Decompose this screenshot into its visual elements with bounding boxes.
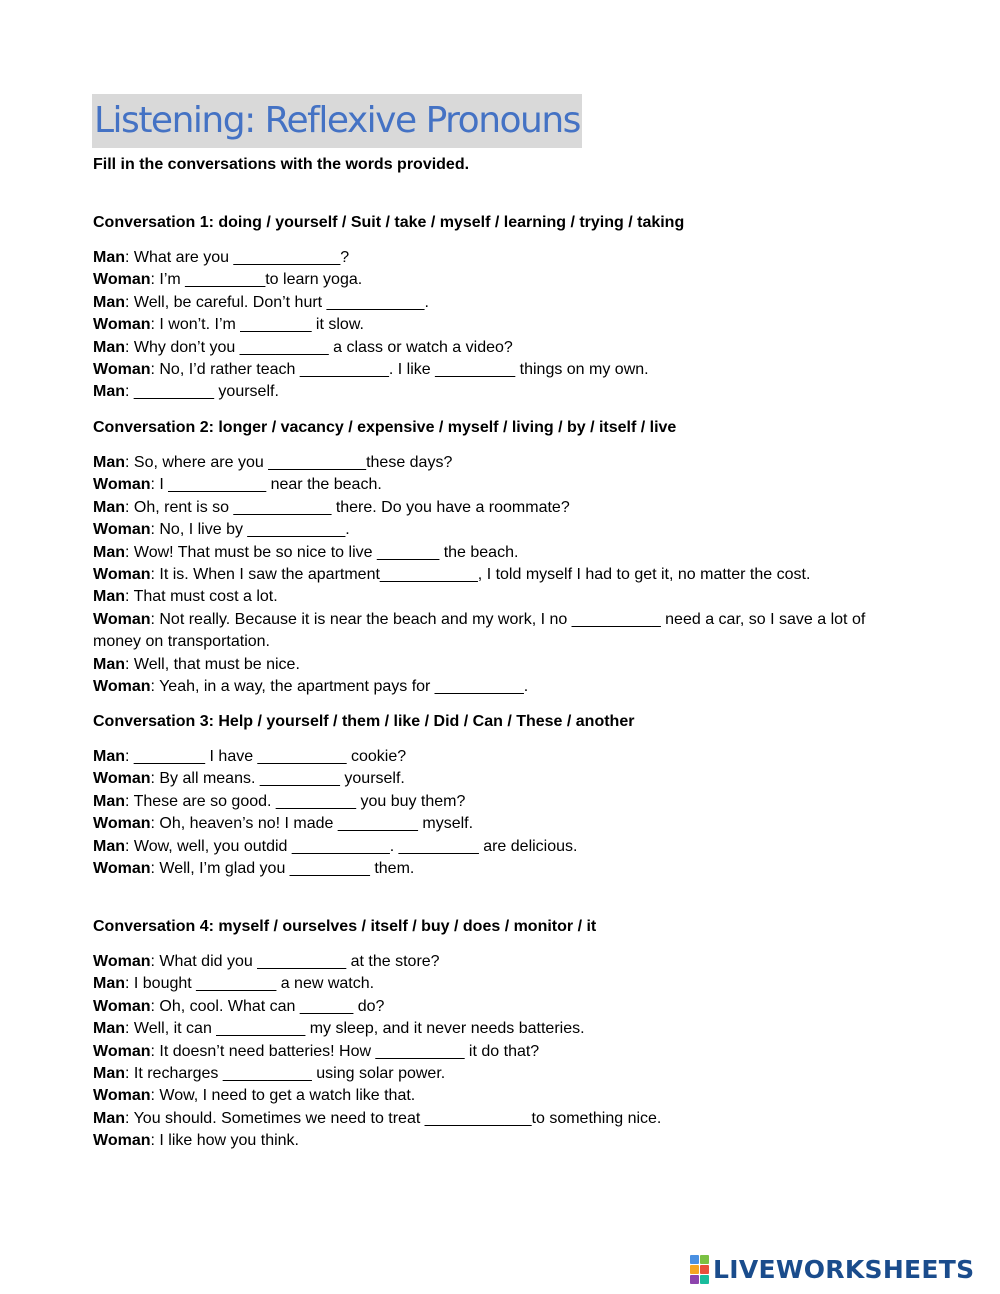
speaker-label: Woman bbox=[93, 476, 151, 494]
dialogue-line bbox=[93, 519, 913, 541]
dialogue-line bbox=[93, 654, 913, 676]
speaker-label: Man bbox=[93, 975, 125, 993]
speaker-label: Man bbox=[93, 588, 125, 606]
dialogue-line bbox=[93, 1108, 913, 1130]
dialogue-line bbox=[93, 474, 913, 496]
dialogue-line bbox=[93, 813, 913, 835]
dialogue-text: : Wow, I need to get a watch like that. bbox=[150, 1087, 416, 1105]
dialogue-text: : Yeah, in a way, the apartment pays for __________. bbox=[150, 678, 529, 696]
logo-square bbox=[700, 1265, 709, 1274]
dialogue-line bbox=[93, 746, 913, 768]
dialogue-line bbox=[93, 1085, 913, 1107]
dialogue-text: : Wow! That must be so nice to live _______ the beach. bbox=[125, 543, 519, 561]
dialogue-line bbox=[93, 791, 913, 813]
dialogue-line bbox=[93, 314, 913, 336]
speaker-label: Woman bbox=[93, 815, 151, 833]
dialogue-text: : So, where are you ___________these days? bbox=[125, 454, 453, 471]
conversation-lines bbox=[93, 951, 913, 1153]
speaker-label: Woman bbox=[93, 271, 151, 289]
dialogue-line bbox=[93, 452, 913, 474]
speaker-label: Man bbox=[93, 655, 125, 673]
conversation-heading: Conversation 3: Help / yourself / them / like / Did / Can / These / another bbox=[93, 713, 635, 730]
dialogue-text: : It is. When I saw the apartment___________, I told myself I had to get it, no matter the cost. bbox=[150, 566, 811, 584]
dialogue-line bbox=[93, 973, 913, 995]
dialogue-text: : Why don’t you __________ a class or watch a video? bbox=[125, 338, 513, 356]
speaker-label: Man bbox=[93, 543, 125, 561]
speaker-label: Woman bbox=[93, 316, 151, 334]
conversation-heading: Conversation 2: longer / vacancy / expensive / myself / living / by / itself / live bbox=[93, 419, 677, 436]
speaker-label: Woman bbox=[93, 521, 151, 539]
dialogue-text: : Well, that must be nice. bbox=[125, 655, 300, 673]
dialogue-line bbox=[93, 676, 913, 698]
logo-square bbox=[700, 1275, 709, 1284]
speaker-label: Woman bbox=[93, 678, 151, 696]
speaker-label: Man bbox=[93, 383, 125, 401]
dialogue-text: : I won’t. I’m ________ it slow. bbox=[150, 316, 364, 334]
speaker-label: Woman bbox=[93, 770, 151, 788]
liveworksheets-logo-icon bbox=[690, 1255, 709, 1284]
dialogue-line bbox=[93, 292, 913, 314]
dialogue-text: : _________ yourself. bbox=[125, 383, 279, 401]
speaker-label: Man bbox=[93, 454, 125, 471]
dialogue-line bbox=[93, 269, 913, 291]
dialogue-text: : I bought _________ a new watch. bbox=[125, 975, 375, 993]
dialogue-line bbox=[93, 609, 913, 654]
dialogue-line bbox=[93, 586, 913, 608]
speaker-label: Man bbox=[93, 748, 125, 765]
dialogue-line bbox=[93, 1018, 913, 1040]
conversation-1 bbox=[93, 212, 913, 404]
dialogue-line bbox=[93, 381, 913, 403]
speaker-label: Woman bbox=[93, 610, 151, 628]
dialogue-text: : Oh, heaven’s no! I made _________ myself. bbox=[150, 815, 474, 833]
conversation-3 bbox=[93, 711, 913, 880]
dialogue-line bbox=[93, 542, 913, 564]
dialogue-text: : Not really. Because it is near the beach and my work, I no __________ need a car, so I save a lot of money on transportation. bbox=[93, 610, 870, 651]
dialogue-line bbox=[93, 858, 913, 880]
dialogue-line bbox=[93, 768, 913, 790]
dialogue-text: : Oh, rent is so ___________ there. Do you have a roommate? bbox=[125, 498, 570, 516]
dialogue-line bbox=[93, 247, 913, 269]
dialogue-text: : It doesn’t need batteries! How __________ it do that? bbox=[150, 1042, 540, 1060]
dialogue-text: : It recharges __________ using solar power. bbox=[125, 1065, 446, 1083]
dialogue-line bbox=[93, 1130, 913, 1152]
conversation-4 bbox=[93, 916, 913, 1153]
dialogue-text: : What are you ____________? bbox=[125, 249, 350, 266]
speaker-label: Man bbox=[93, 1020, 125, 1038]
speaker-label: Man bbox=[93, 338, 125, 356]
dialogue-text: : No, I live by ___________. bbox=[150, 521, 350, 539]
speaker-label: Man bbox=[93, 293, 125, 311]
dialogue-text: : You should. Sometimes we need to treat ____________to something nice. bbox=[125, 1109, 662, 1127]
dialogue-text: : Well, I’m glad you _________ them. bbox=[150, 860, 415, 878]
dialogue-text: : Oh, cool. What can ______ do? bbox=[150, 997, 385, 1015]
speaker-label: Woman bbox=[93, 860, 151, 878]
speaker-label: Woman bbox=[93, 1042, 151, 1060]
dialogue-line bbox=[93, 497, 913, 519]
dialogue-text: : Wow, well, you outdid ___________. _________ are delicious. bbox=[125, 837, 578, 855]
liveworksheets-logo bbox=[690, 1254, 974, 1284]
speaker-label: Man bbox=[93, 249, 125, 266]
speaker-label: Woman bbox=[93, 953, 151, 970]
dialogue-text: : No, I’d rather teach __________. I like _________ things on my own. bbox=[150, 361, 649, 379]
logo-square bbox=[700, 1255, 709, 1264]
conversation-lines bbox=[93, 452, 913, 698]
dialogue-text: : Well, be careful. Don’t hurt ___________. bbox=[125, 293, 429, 311]
dialogue-line bbox=[93, 337, 913, 359]
dialogue-text: : That must cost a lot. bbox=[125, 588, 278, 606]
page-title: Listening: Reflexive Pronouns bbox=[92, 94, 582, 148]
speaker-label: Man bbox=[93, 1065, 125, 1083]
dialogue-line bbox=[93, 359, 913, 381]
dialogue-line bbox=[93, 564, 913, 586]
dialogue-line bbox=[93, 836, 913, 858]
dialogue-text: : These are so good. _________ you buy them? bbox=[125, 792, 466, 810]
speaker-label: Woman bbox=[93, 997, 151, 1015]
dialogue-line bbox=[93, 951, 913, 973]
speaker-label: Man bbox=[93, 498, 125, 516]
speaker-label: Woman bbox=[93, 361, 151, 379]
dialogue-text: : I’m _________to learn yoga. bbox=[150, 271, 363, 289]
conversation-heading: Conversation 1: doing / yourself / Suit / take / myself / learning / trying / taking bbox=[93, 214, 685, 231]
logo-square bbox=[690, 1255, 699, 1264]
logo-square bbox=[690, 1265, 699, 1274]
speaker-label: Man bbox=[93, 1109, 125, 1127]
speaker-label: Woman bbox=[93, 1132, 151, 1150]
dialogue-text: : What did you __________ at the store? bbox=[150, 953, 440, 970]
dialogue-line bbox=[93, 1063, 913, 1085]
conversation-lines bbox=[93, 247, 913, 404]
dialogue-text: : I like how you think. bbox=[150, 1132, 299, 1150]
dialogue-text: : ________ I have __________ cookie? bbox=[125, 748, 407, 765]
instruction: Fill in the conversations with the words provided. bbox=[93, 156, 470, 173]
speaker-label: Woman bbox=[93, 1087, 151, 1105]
speaker-label: Woman bbox=[93, 566, 151, 584]
logo-text: LIVEWORKSHEETS bbox=[713, 1254, 975, 1284]
conversation-lines bbox=[93, 746, 913, 880]
dialogue-line bbox=[93, 1041, 913, 1063]
conversation-2 bbox=[93, 417, 913, 698]
speaker-label: Man bbox=[93, 792, 125, 810]
logo-square bbox=[690, 1275, 699, 1284]
conversation-heading: Conversation 4: myself / ourselves / itself / buy / does / monitor / it bbox=[93, 918, 597, 935]
speaker-label: Man bbox=[93, 837, 125, 855]
dialogue-text: : I ___________ near the beach. bbox=[150, 476, 382, 494]
dialogue-line bbox=[93, 996, 913, 1018]
dialogue-text: : By all means. _________ yourself. bbox=[150, 770, 405, 788]
dialogue-text: : Well, it can __________ my sleep, and it never needs batteries. bbox=[125, 1020, 585, 1038]
